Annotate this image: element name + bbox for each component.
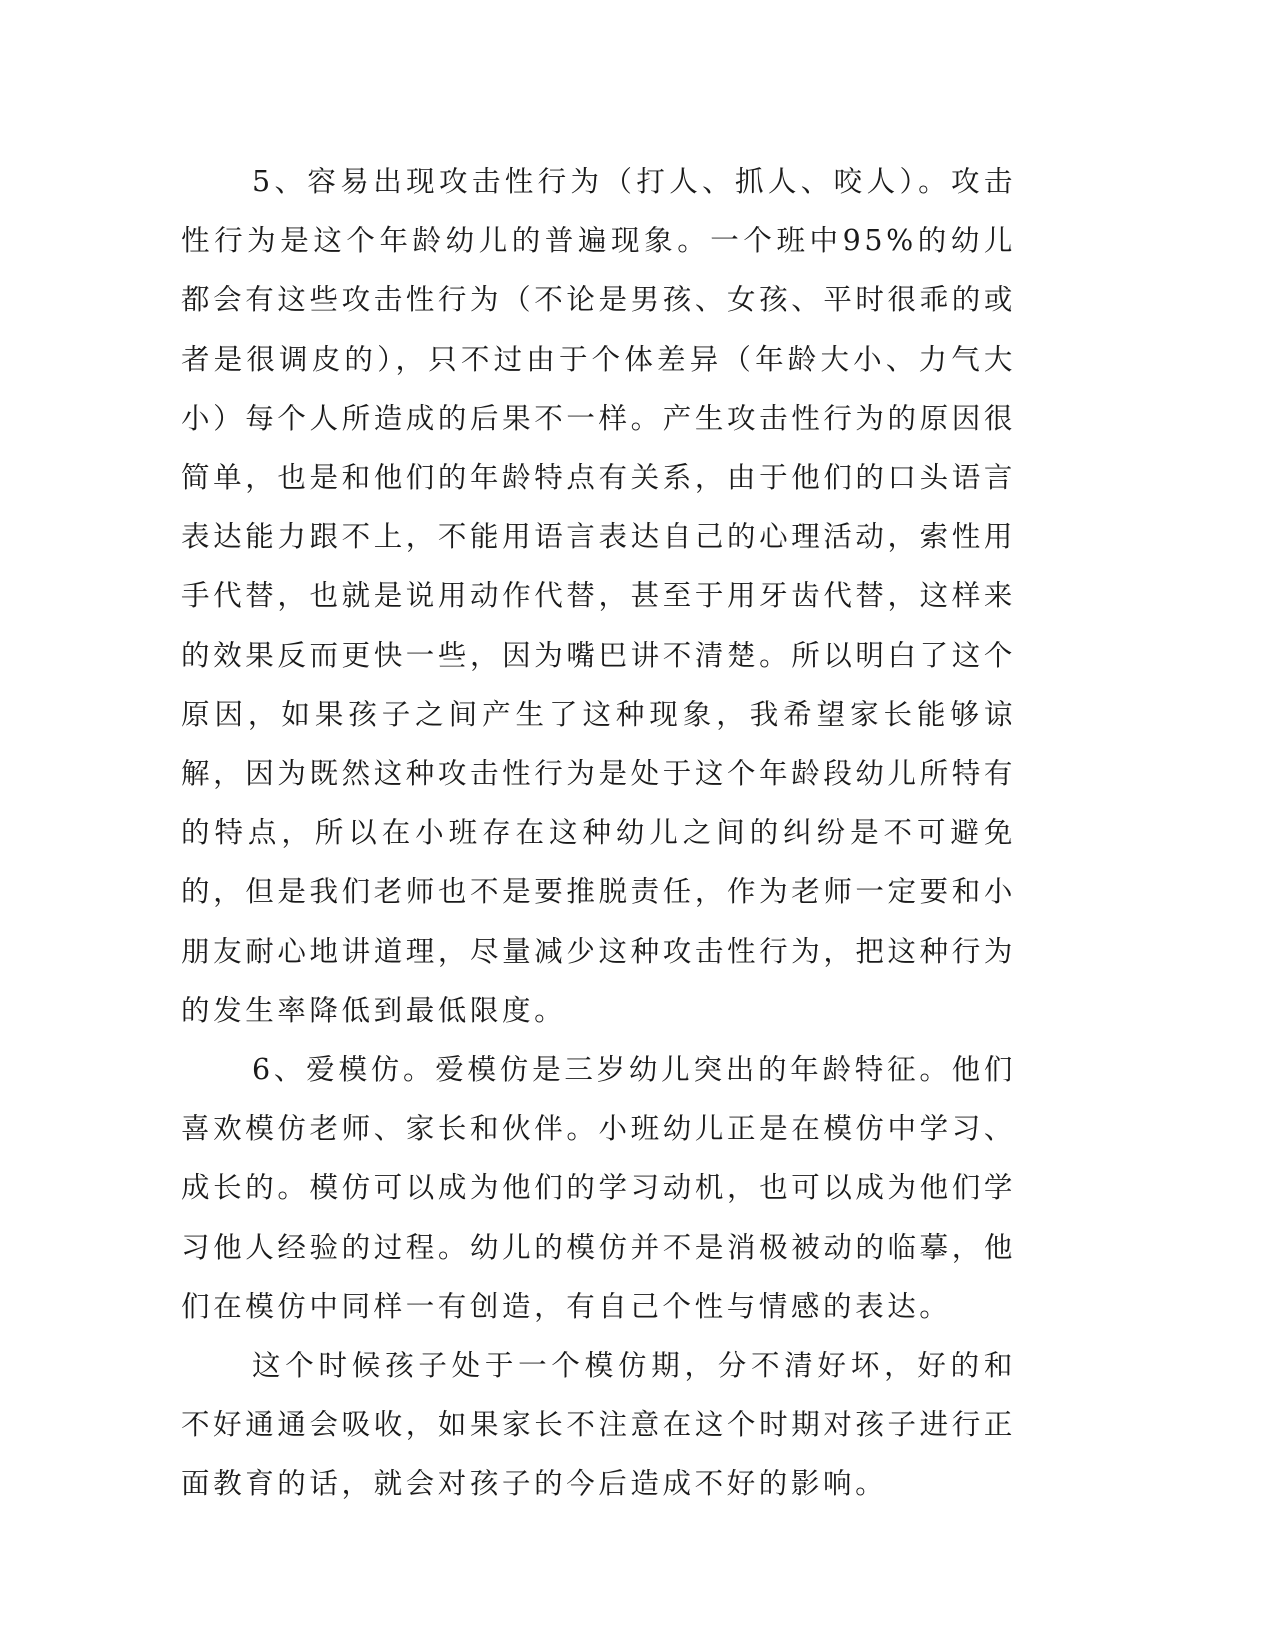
- document-body: [181, 152, 1016, 1514]
- paragraph-aggressive-behavior: 5、容易出现攻击性行为（打人、抓人、咬人）。攻击性行为是这个年龄幼儿的普遍现象。一个班中95%的幼儿都会有这些攻击性行为（不论是男孩、女孩、平时很乖的或者是很调皮的），只不过由于个体差异（年龄大小、力气大小）每个人所造成的后果不一样。产生攻击性行为的原因很简单，也是和他们的年龄特点有关系，由于他们的口头语言表达能力跟不上，不能用语言表达自己的心理活动，索性用手代替，也就是说用动作代替，甚至于用牙齿代替，这样来的效果反而更快一些，因为嘴巴讲不清楚。所以明白了这个原因，如果孩子之间产生了这种现象，我希望家长能够谅解，因为既然这种攻击性行为是处于这个年龄段幼儿所特有的特点，所以在小班存在这种幼儿之间的纠纷是不可避免的，但是我们老师也不是要推脱责任，作为老师一定要和小朋友耐心地讲道理，尽量减少这种攻击性行为，把这种行为的发生率降低到最低限度。: [181, 165, 1016, 1027]
- paragraph-imitation: 6、爱模仿。爱模仿是三岁幼儿突出的年龄特征。他们喜欢模仿老师、家长和伙伴。小班幼儿正是在模仿中学习、成长的。模仿可以成为他们的学习动机，也可以成为他们学习他人经验的过程。幼儿的模仿并不是消极被动的临摹，他们在模仿中同样一有创造，有自己个性与情感的表达。: [181, 1053, 1016, 1323]
- paragraph-imitation-period: 这个时候孩子处于一个模仿期，分不清好坏，好的和不好通通会吸收，如果家长不注意在这个时期对孩子进行正面教育的话，就会对孩子的今后造成不好的影响。: [181, 1349, 1016, 1501]
